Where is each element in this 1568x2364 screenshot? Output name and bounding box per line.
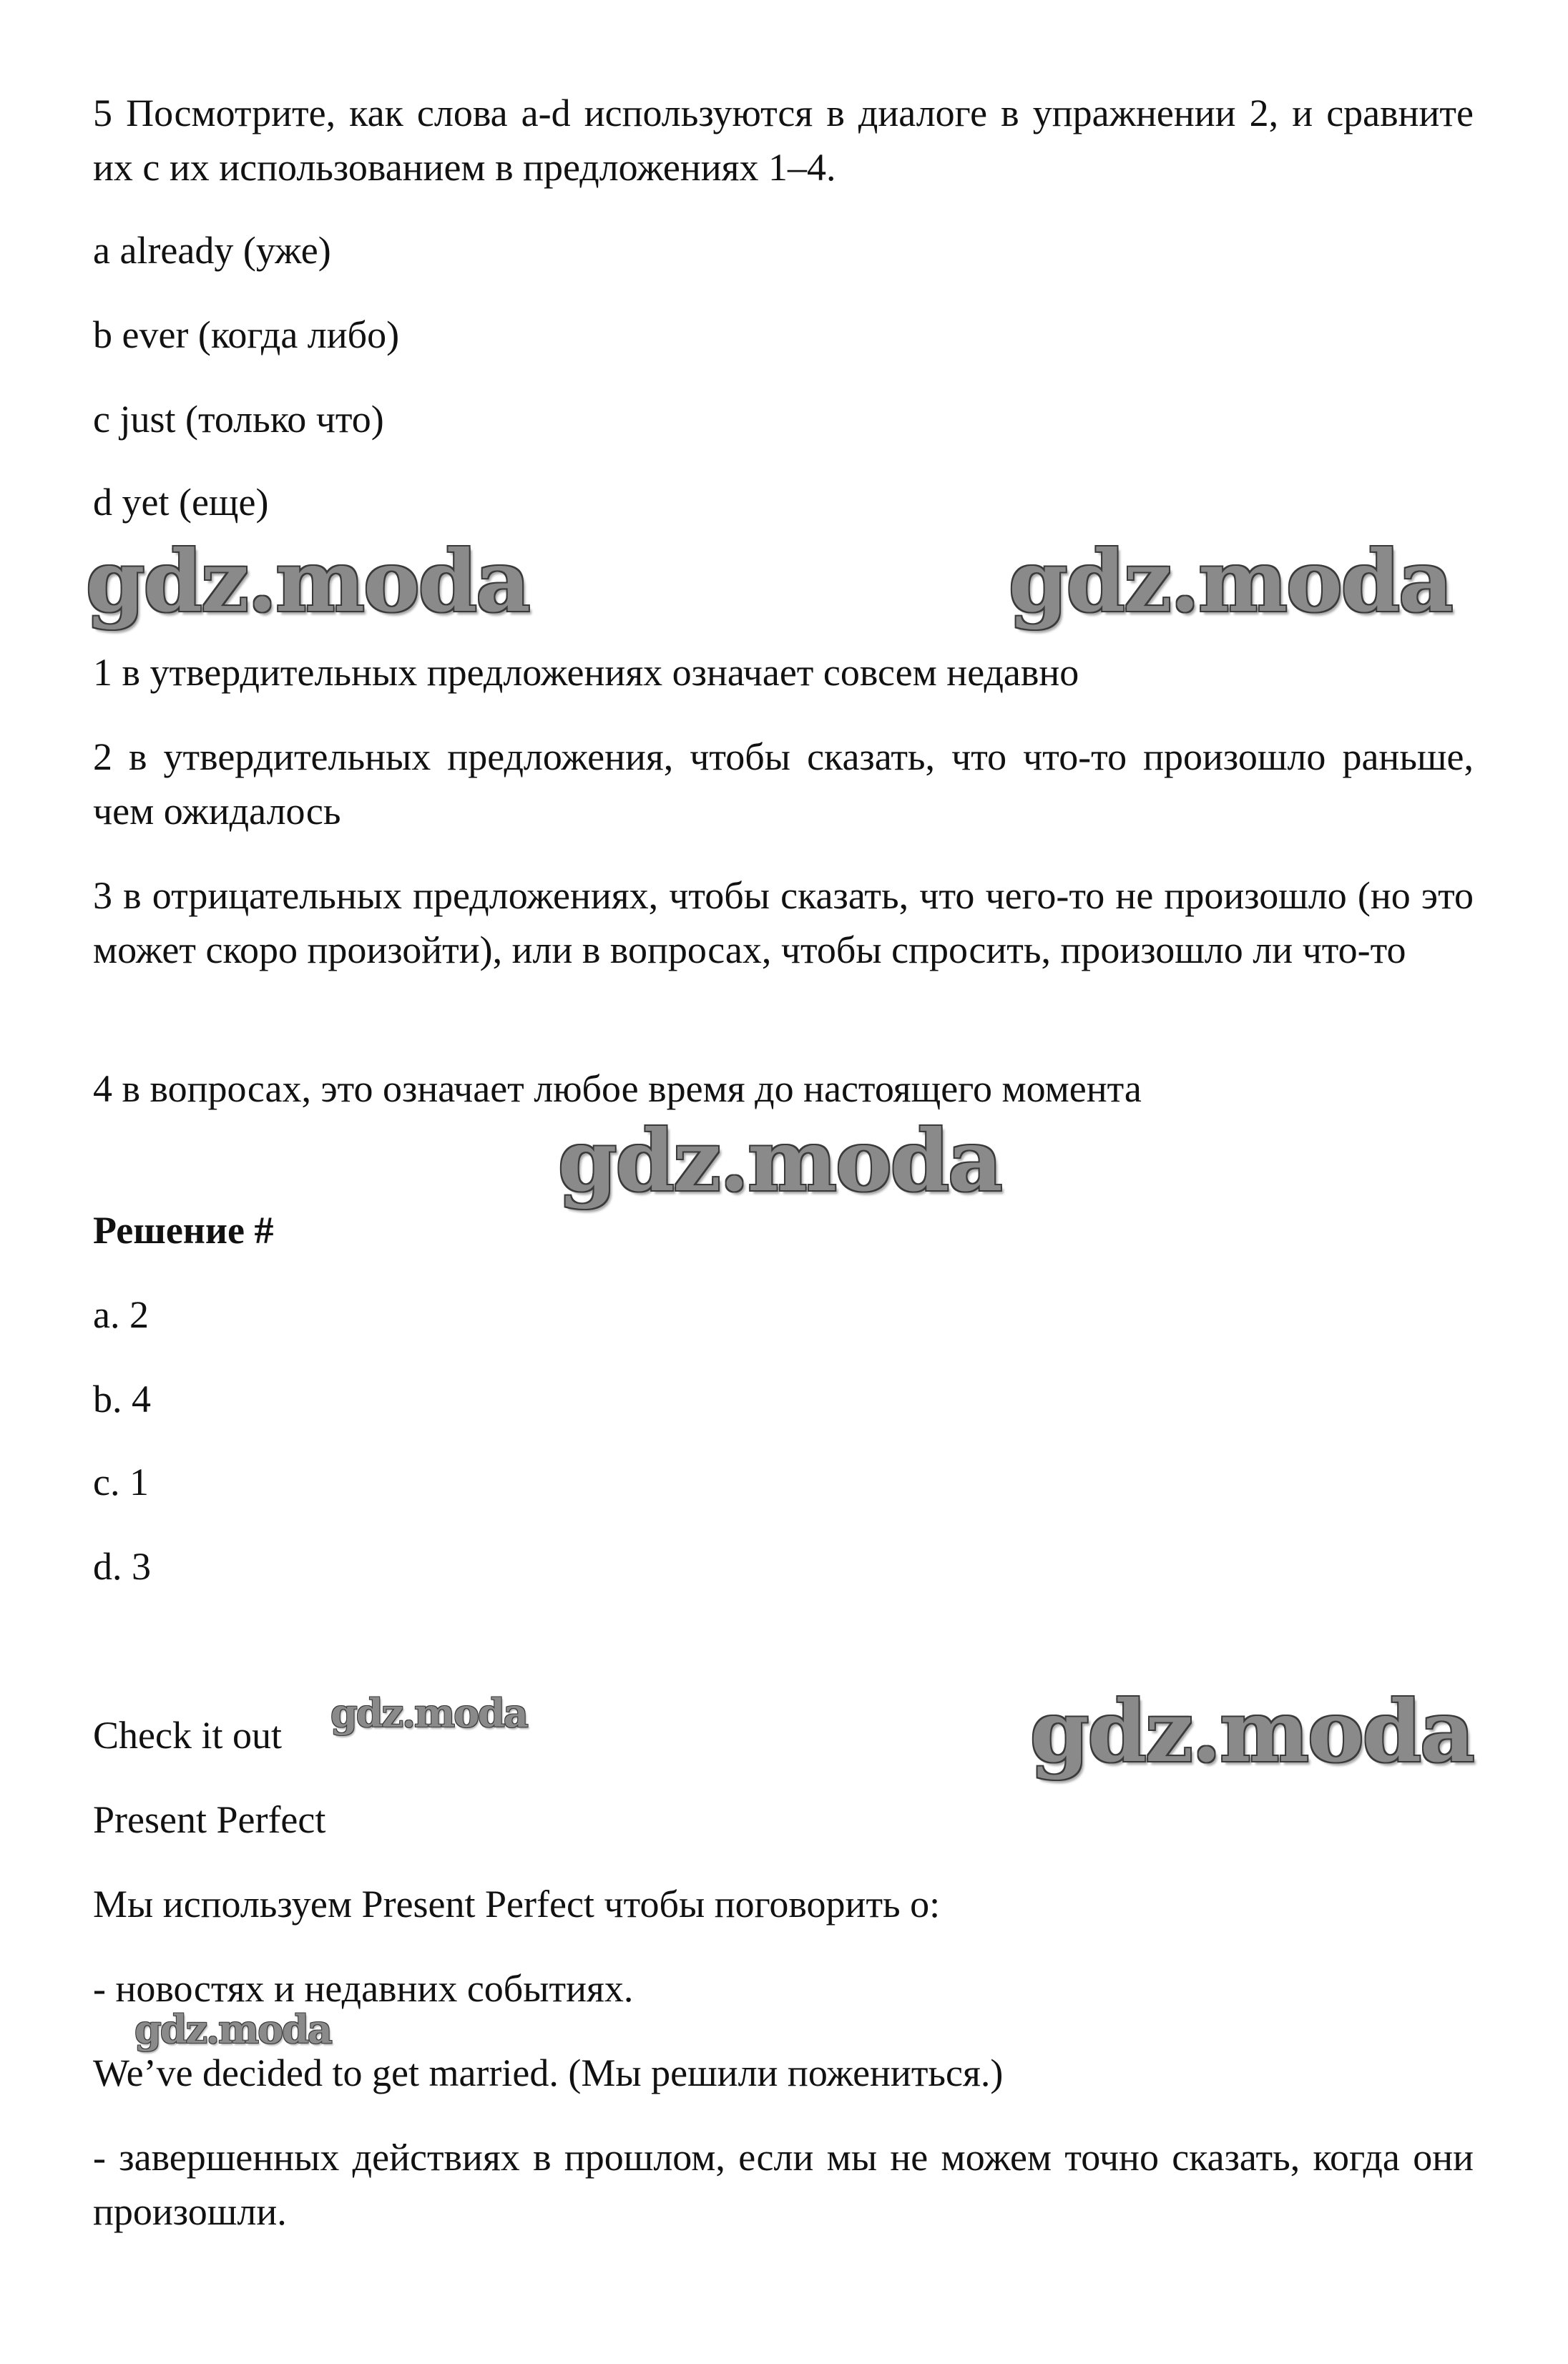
intro-text: Мы используем Present Perfect чтобы поговорить о: (93, 1883, 941, 1926)
answer-b: b. 4 (93, 1378, 151, 1421)
usage-point-1: - новостях и недавних событиях. (93, 1967, 634, 2010)
watermark-logo: gdz.moda (330, 1690, 527, 1736)
usage-point-2: - завершенных действиях в прошлом, если мы не можем точно сказать, когда они произошли. (93, 2136, 1474, 2233)
definition-2: 2 в утвердительных предложения, чтобы сказать, что что-то произошло раньше, чем ожидалось (93, 735, 1474, 833)
answer-a: a. 2 (93, 1293, 149, 1336)
answer-c: c. 1 (93, 1461, 149, 1504)
answer-d: d. 3 (93, 1545, 151, 1588)
check-it-out-label: Check it out (93, 1714, 282, 1757)
word-item-b: b ever (когда либо) (93, 313, 400, 356)
watermark-logo: gdz.moda (134, 2006, 331, 2052)
topic-title: Present Perfect (93, 1798, 326, 1841)
example-sentence-1: We’ve decided to get married. (Мы решили пожениться.) (93, 2051, 1004, 2094)
word-item-d: d yet (еще) (93, 481, 269, 524)
watermark-logo: gdz.moda (1030, 1682, 1474, 1781)
definition-4: 4 в вопросах, это означает любое время до настоящего момента (93, 1067, 1142, 1110)
definition-3: 3 в отрицательных предложениях, чтобы сказать, что чего-то не произошло (но это может скоро произойти), или в вопросах, чтобы спросить, произошло ли что-то (93, 874, 1474, 971)
watermark-logo: gdz.moda (86, 531, 529, 631)
exercise-prompt: 5 Посмотрите, как слова a-d используются в диалоге в упражнении 2, и сравните их с их использованием в предложениях 1–4. (93, 92, 1474, 189)
definition-1: 1 в утвердительных предложениях означает совсем недавно (93, 651, 1079, 694)
watermark-logo: gdz.moda (1009, 531, 1452, 631)
watermark-logo: gdz.moda (558, 1111, 1001, 1210)
word-item-c: c just (только что) (93, 398, 384, 441)
word-item-a: a already (уже) (93, 229, 331, 272)
solution-heading: Решение # (93, 1209, 274, 1252)
